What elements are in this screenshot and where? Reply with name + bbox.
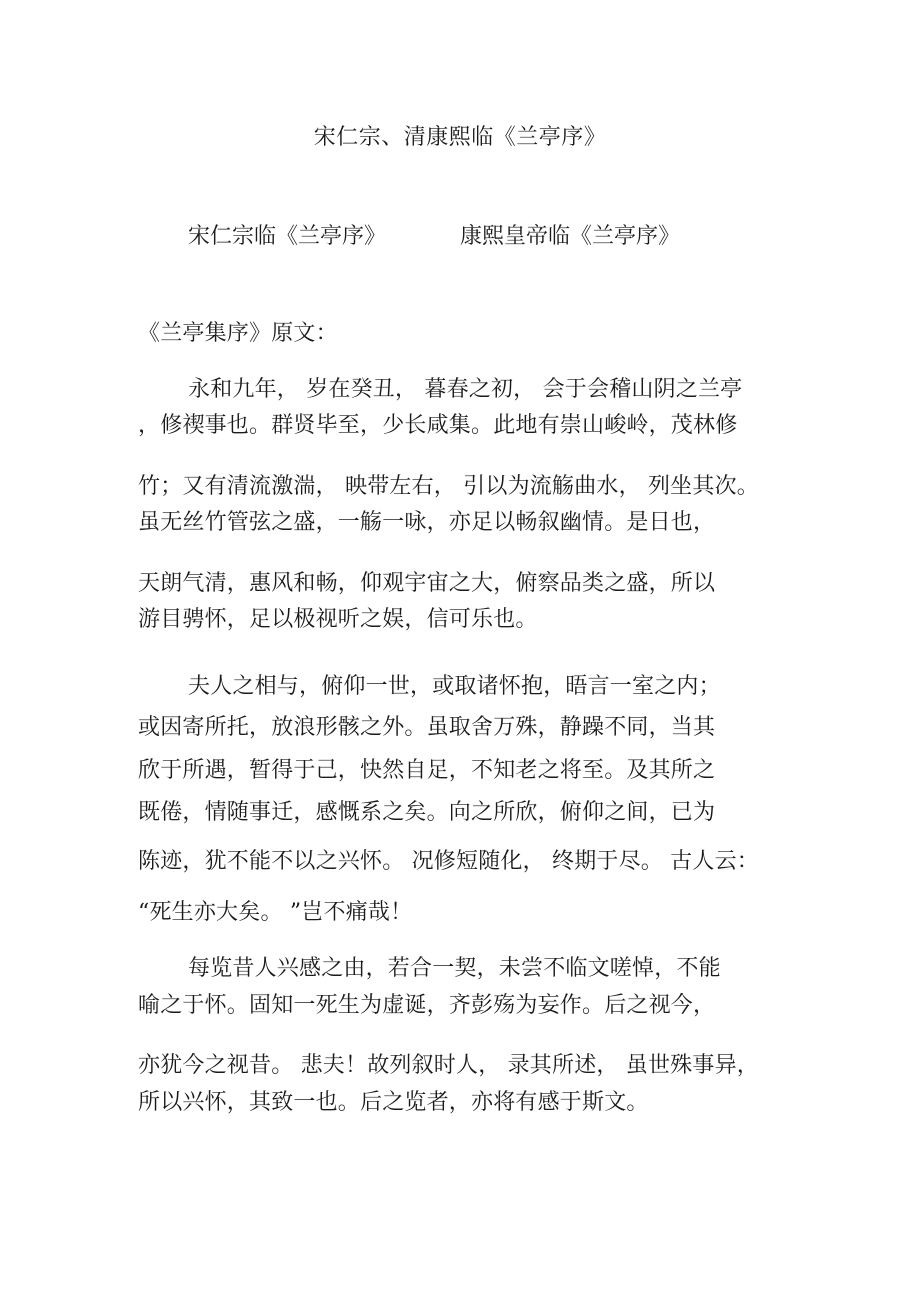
text-line: 亦犹今之视昔。 悲夫！故列叙时人， 录其所述， 虽世殊事异， xyxy=(138,1053,759,1078)
caption-song-renzong: 宋仁宗临《兰亭序》 xyxy=(188,224,387,249)
text-line: 或因寄所托，放浪形骸之外。虽取舍万殊，静躁不同，当其 xyxy=(138,715,716,740)
text-line: 竹；又有清流激湍， 映带左右， 引以为流觞曲水， 列坐其次。 xyxy=(138,474,759,499)
text-line: 每览昔人兴感之由，若合一契，未尝不临文嗟悼，不能 xyxy=(188,956,721,981)
text-line: 天朗气清，惠风和畅，仰观宇宙之大，俯察品类之盛，所以 xyxy=(138,571,716,596)
caption-kangxi: 康熙皇帝临《兰亭序》 xyxy=(460,224,681,249)
text-line: 既倦，情随事迁，感慨系之矣。向之所欣，俯仰之间，已为 xyxy=(138,800,716,825)
text-line: ，修禊事也。群贤毕至，少长咸集。此地有崇山峻岭，茂林修 xyxy=(138,413,738,438)
text-line: 陈迹，犹不能不以之兴怀。 况修短随化， 终期于尽。 古人云： xyxy=(138,849,759,874)
section-heading: 《兰亭集序》原文： xyxy=(138,321,338,346)
document-title: 宋仁宗、清康熙临《兰亭序》 xyxy=(313,125,607,150)
text-line: “死生亦大矣。 ”岂不痛哉！ xyxy=(138,900,413,925)
text-line: 欣于所遇，暂得于己，快然自足，不知老之将至。及其所之 xyxy=(138,758,716,783)
text-line: 永和九年， 岁在癸丑， 暮春之初， 会于会稽山阴之兰亭 xyxy=(188,377,743,402)
text-line: 夫人之相与，俯仰一世，或取诸怀抱，晤言一室之内； xyxy=(188,674,721,699)
text-line: 喻之于怀。固知一死生为虚诞，齐彭殇为妄作。后之视今， xyxy=(138,993,716,1018)
text-line: 游目骋怀，足以极视听之娱，信可乐也。 xyxy=(138,607,538,632)
text-line: 虽无丝竹管弦之盛，一觞一咏，亦足以畅叙幽情。是日也， xyxy=(138,510,716,535)
text-line: 所以兴怀，其致一也。后之览者，亦将有感于斯文。 xyxy=(138,1090,649,1115)
